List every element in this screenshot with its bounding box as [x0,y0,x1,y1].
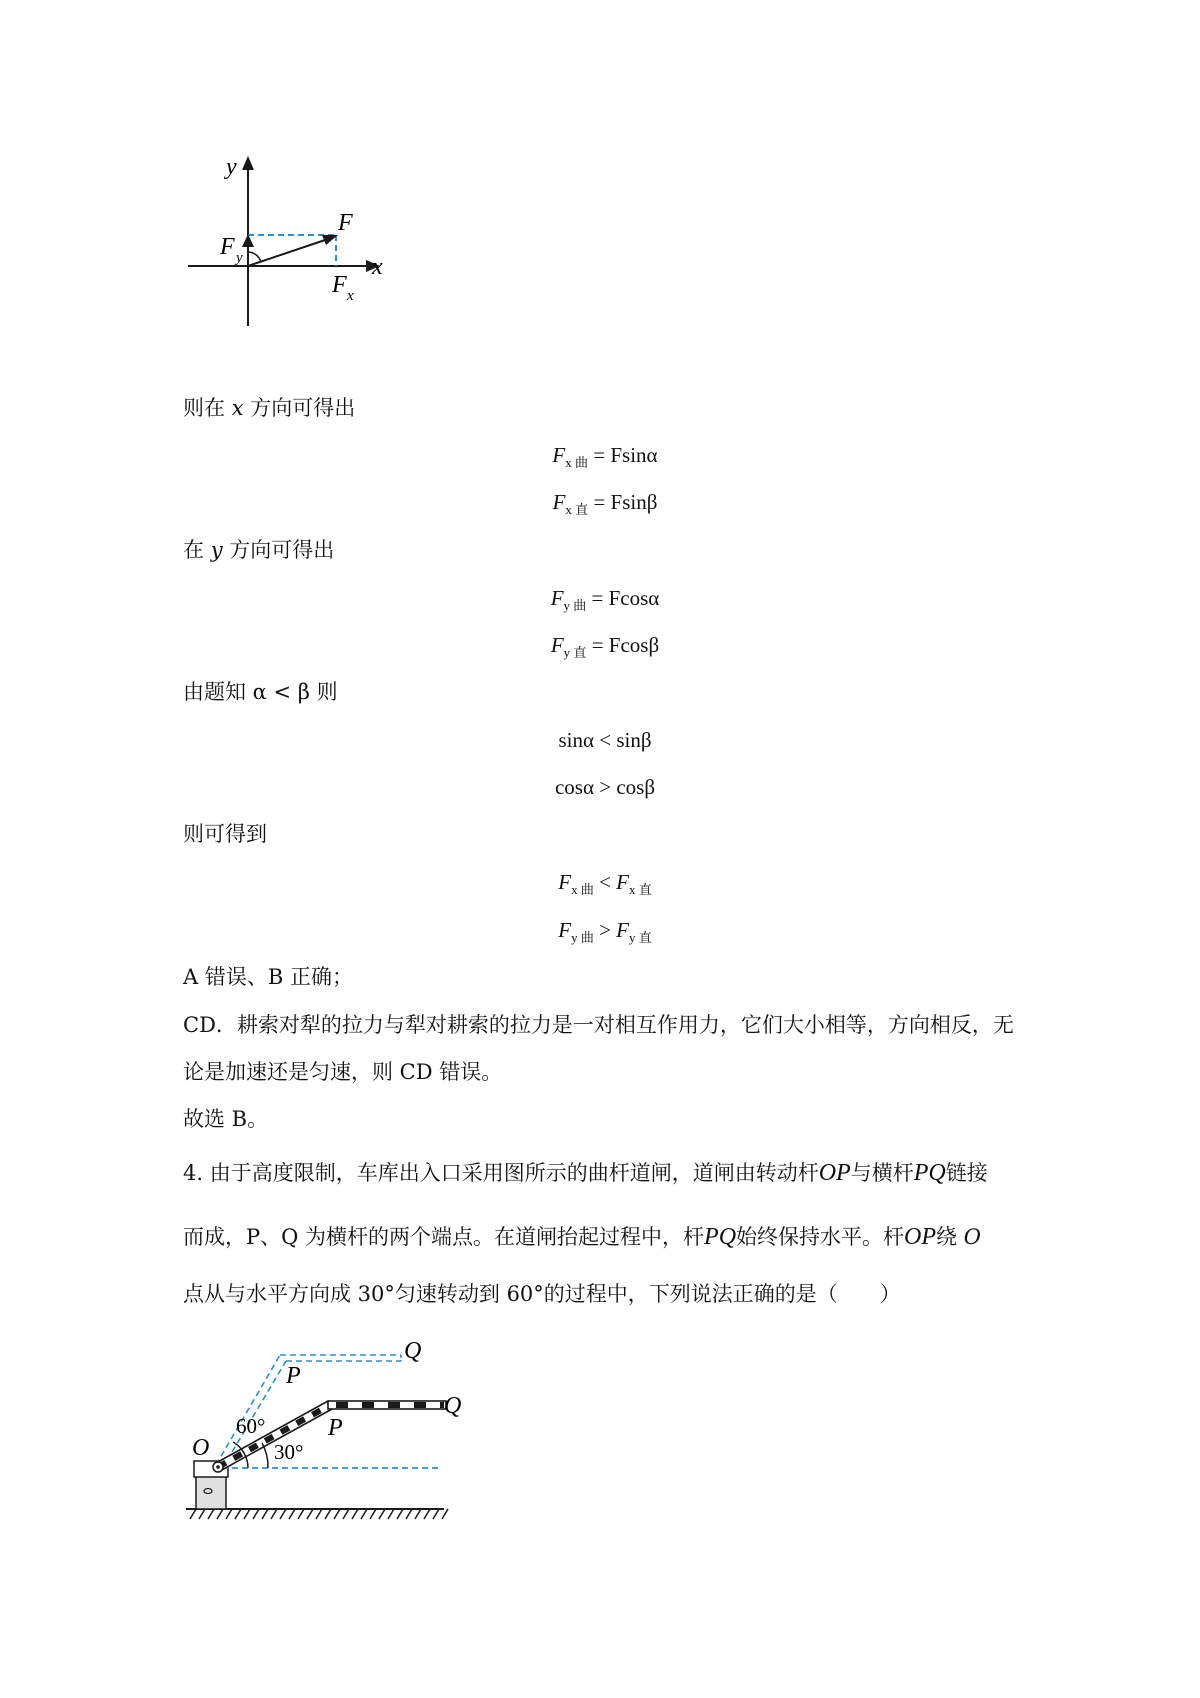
final-answer: 故选 B。 [183,1107,269,1131]
hatch-mark [226,1509,232,1519]
hatch-mark [325,1509,331,1519]
hatch-mark [208,1509,214,1519]
answer-ab: A 错误、B 正确； [183,965,353,989]
label-p-raised: P [286,1363,301,1389]
equation-fx-curved: $F_{x 曲} = Fsin\alpha$ [552,443,658,470]
hatch-mark [343,1509,349,1519]
hatch-mark [199,1509,205,1519]
equation-fy-compare: $F_{y 曲} > F_{y 直}$ [558,918,652,945]
ground-hatching [190,1509,448,1519]
fy-subscript: y [236,250,243,266]
hatch-mark [334,1509,340,1519]
hatch-mark [217,1509,223,1519]
hatch-mark [307,1509,313,1519]
hatch-mark [379,1509,385,1519]
hatch-mark [352,1509,358,1519]
hatch-mark [262,1509,268,1519]
hatch-mark [415,1509,421,1519]
hatch-mark [298,1509,304,1519]
y-direction-intro: 在 y 方向可得出 [183,538,335,562]
y-axis-label: y [226,154,237,180]
fx-label: F [332,272,347,298]
hatch-mark [442,1509,448,1519]
alpha-beta-condition: 由题知 α < β 则 [183,680,338,704]
hatch-mark [406,1509,412,1519]
hatch-mark [280,1509,286,1519]
hatch-mark [433,1509,439,1519]
gate-post [196,1475,226,1509]
fx-subscript: x [347,288,354,304]
label-o: O [192,1435,210,1461]
angle-label-60: 60° [236,1414,266,1438]
y-axis-arrow [242,156,254,170]
equation-fx-straight: $F_{x 直} = Fsin\beta$ [552,490,658,517]
angle-arc [248,252,261,262]
answer-cd-line1: CD．耕索对犁的拉力与犁对耕索的拉力是一对相互作用力，它们大小相等，方向相反，无 [183,1013,1014,1037]
equation-fx-compare: $F_{x 曲} < F_{x 直}$ [558,870,652,897]
force-label: F [338,210,353,236]
equation-sin-compare: sinα < sinβ [558,728,652,752]
x-axis-label: x [372,254,383,280]
x-direction-intro: 则在 x 方向可得出 [183,396,356,420]
hatch-mark [424,1509,430,1519]
hatch-mark [235,1509,241,1519]
hatch-mark [361,1509,367,1519]
label-p: P [328,1415,343,1441]
hatch-mark [370,1509,376,1519]
conclusion-intro: 则可得到 [183,822,267,846]
equation-cos-compare: cosα > cosβ [554,775,656,799]
force-vector [248,239,328,266]
hatch-mark [397,1509,403,1519]
barrier-gate-figure [186,1325,462,1530]
question-4-line2: 而成，P、Q 为横杆的两个端点。在道闸抬起过程中，杆PQ始终保持水平。杆OP绕 O [183,1224,981,1250]
answer-cd-line2: 论是加速还是匀速，则 CD 错误。 [183,1060,503,1084]
hatch-mark [388,1509,394,1519]
fy-label: F [220,234,235,260]
label-q: Q [444,1393,462,1419]
equation-fy-curved: $F_{y 曲} = Fcos\alpha$ [550,586,660,613]
hatch-mark [289,1509,295,1519]
label-q-raised: Q [404,1338,422,1364]
hatch-mark [244,1509,250,1519]
hatch-mark [316,1509,322,1519]
question-4-line1: 4. 由于高度限制，车库出入口采用图所示的曲杆道闸，道闸由转动杆OP与横杆PQ链接 [183,1160,988,1186]
hatch-mark [190,1509,196,1519]
pivot-o-center [216,1465,220,1469]
force-decomposition-figure [180,150,400,330]
angle-label-30: 30° [274,1440,304,1464]
equation-fy-straight: $F_{y 直} = Fcos\beta$ [550,633,660,660]
question-4-line3: 点从与水平方向成 30°匀速转动到 60°的过程中，下列说法正确的是（ ） [183,1282,901,1306]
hatch-mark [271,1509,277,1519]
hatch-mark [253,1509,259,1519]
